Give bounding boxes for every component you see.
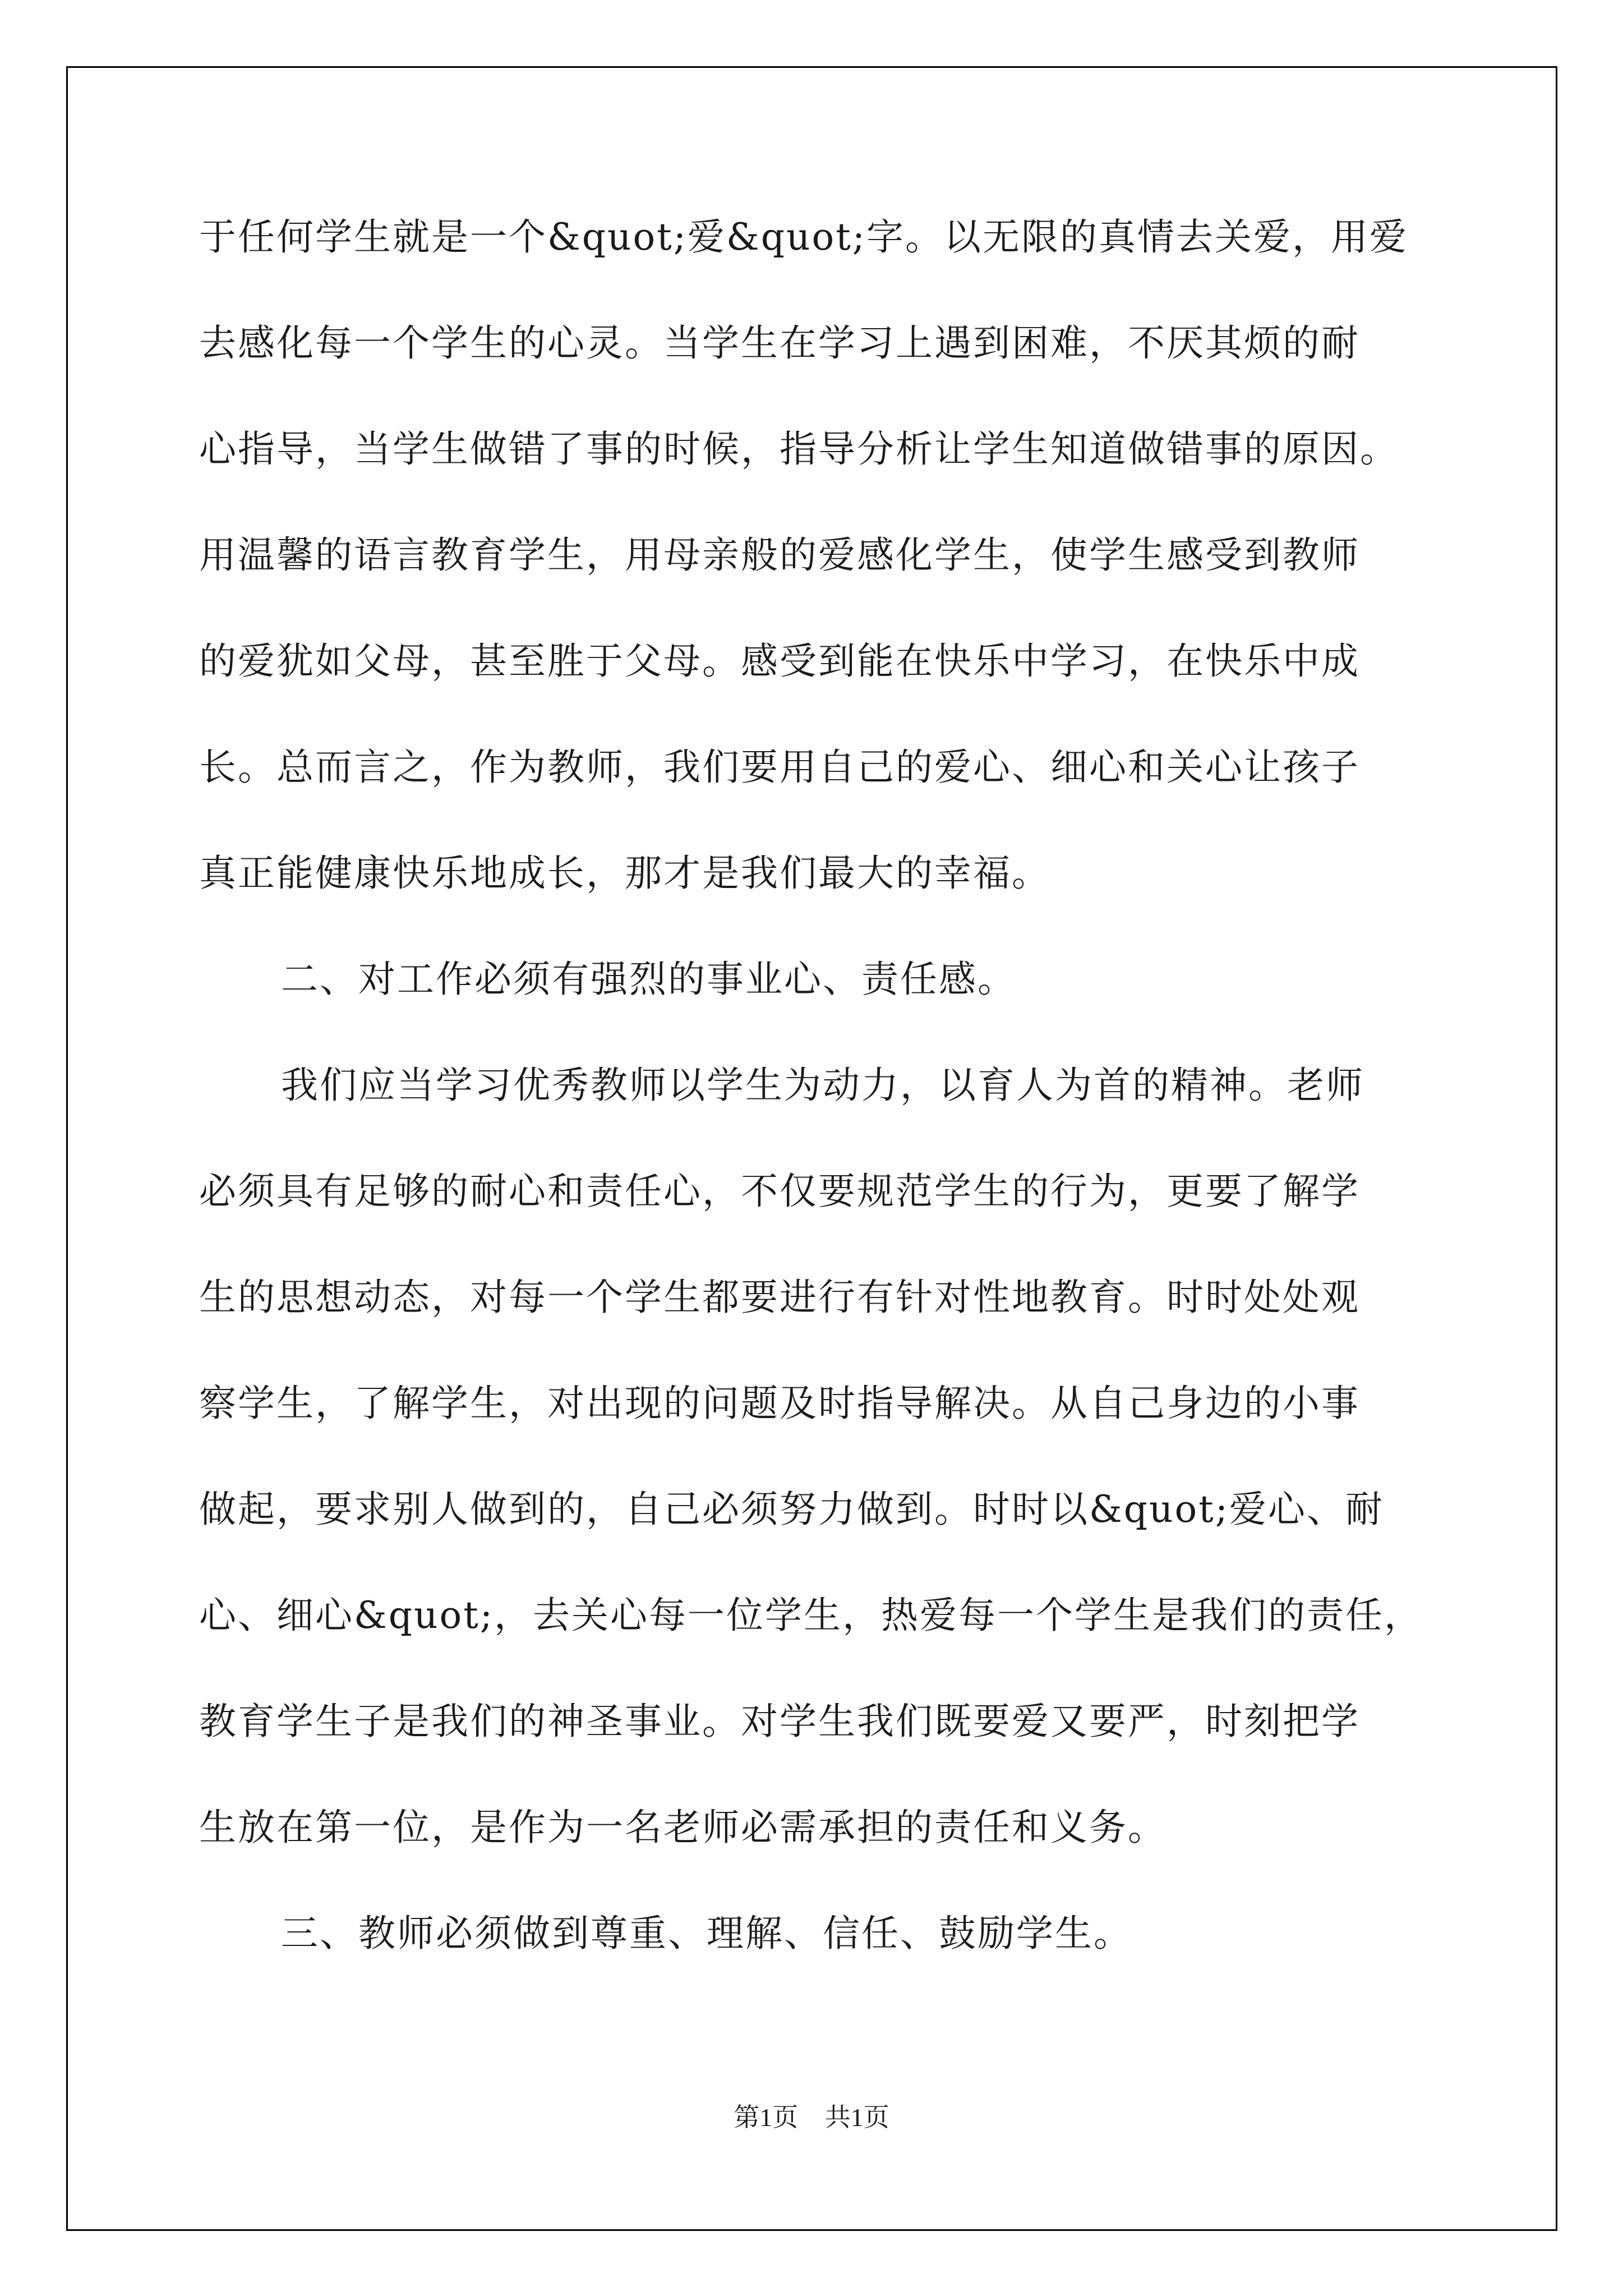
- text-line: 心、细心&quot;，去关心每一位学生，热爱每一个学生是我们的责任，: [199, 1594, 1423, 1637]
- page-number: 第1页: [734, 2103, 799, 2132]
- section-heading: 二、对工作必须有强烈的事业心、责任感。: [281, 958, 1016, 1001]
- text-line: 去感化每一个学生的心灵。当学生在学习上遇到困难，不厌其烦的耐: [199, 321, 1360, 365]
- text-line: 真正能健康快乐地成长，那才是我们最大的幸福。: [199, 852, 1050, 895]
- text-line: 我们应当学习优秀教师以学生为动力，以育人为首的精神。老师: [281, 1064, 1364, 1107]
- text-line: 察学生，了解学生，对出现的问题及时指导解决。从自己身边的小事: [199, 1382, 1360, 1425]
- text-line: 长。总而言之，作为教师，我们要用自己的爱心、细心和关心让孩子: [199, 746, 1360, 789]
- document-body: [199, 215, 1461, 2021]
- text-line: 必须具有足够的耐心和责任心，不仅要规范学生的行为，更要了解学: [199, 1170, 1360, 1213]
- text-line: 生的思想动态，对每一个学生都要进行有针对性地教育。时时处处观: [199, 1276, 1360, 1319]
- section-heading: 三、教师必须做到尊重、理解、信任、鼓励学生。: [281, 1912, 1132, 1955]
- text-line: 教育学生子是我们的神圣事业。对学生我们既要爱又要严，时刻把学: [199, 1700, 1360, 1743]
- text-line: 的爱犹如父母，甚至胜于父母。感受到能在快乐中学习，在快乐中成: [199, 639, 1360, 683]
- text-line: 于任何学生就是一个&quot;爱&quot;字。以无限的真情去关爱，用爱: [199, 215, 1408, 259]
- text-line: 用温馨的语言教育学生，用母亲般的爱感化学生，使学生感受到教师: [199, 533, 1360, 577]
- text-line: 生放在第一位，是作为一名老师必需承担的责任和义务。: [199, 1806, 1166, 1849]
- text-line: 心指导，当学生做错了事的时候，指导分析让学生知道做错事的原因。: [199, 427, 1399, 471]
- page-total: 共1页: [824, 2103, 889, 2132]
- text-line: 做起，要求别人做到的，自己必须努力做到。时时以&quot;爱心、耐: [199, 1488, 1384, 1531]
- page-footer: [0, 2097, 1623, 2134]
